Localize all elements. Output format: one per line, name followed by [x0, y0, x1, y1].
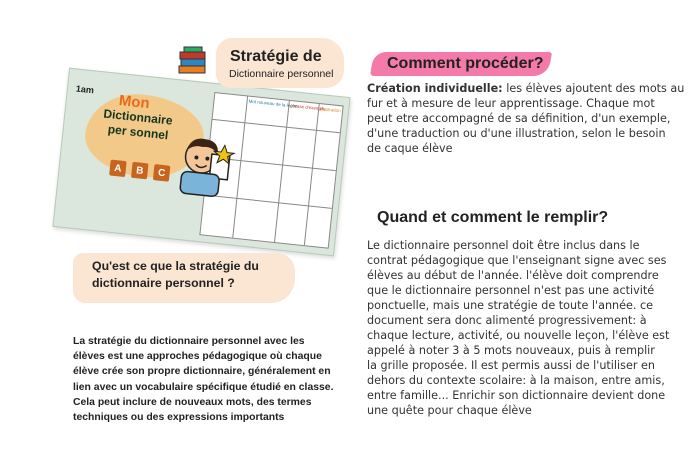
cover-title-personnel: per sonnel — [107, 122, 170, 143]
paragraph-line: document sera donc alimenté progressivement: à — [367, 314, 647, 327]
paragraph-definition — [73, 334, 353, 425]
paragraph-line: lien avec un vocabulaire spécifique étudié en classe. — [73, 381, 334, 393]
paragraph-line: Le dictionnaire personnel doit être inclus dans le — [367, 239, 640, 252]
strategy-title: Stratégie de — [230, 48, 322, 65]
paragraph-comment-proceder — [367, 81, 685, 156]
books-stack-icon — [176, 44, 210, 78]
paragraph-line: ponctuelle, mais une stratégie de toute l'année. ce — [367, 299, 654, 312]
paragraph-line: Cela peut inclure de nouveaux mots, des termes — [73, 396, 312, 408]
paragraph-line: élèves au début de l'année. l'élève doit comprendre — [367, 269, 659, 282]
booklet-cover-image — [52, 68, 350, 257]
paragraph-line: la grille proposée. Il est permis aussi de l'utiliser en — [367, 359, 655, 372]
letter-tile: B — [131, 162, 149, 180]
letter-tile: A — [109, 160, 127, 178]
heading-quand-remplir: Quand et comment le remplir? — [377, 209, 609, 226]
letter-tile: C — [153, 164, 171, 182]
line-rest: les élèves ajoutent des mots au — [502, 82, 685, 95]
paragraph-line: chaque lecture, activité, ou nouvelle leçon, l'élève est — [367, 329, 670, 342]
paragraph-line: de caque élève — [367, 142, 453, 155]
paragraph-line: d'une traduction ou d'une illustration, selon le besoin — [367, 127, 666, 140]
boy-reading-icon — [167, 128, 244, 205]
paragraph-line: dehors du contexte scolaire: à la maison, entre amis, — [367, 374, 665, 387]
paragraph-line: une quête pour chaque élève — [367, 404, 532, 417]
grid-header-illustration: Illustration — [319, 106, 341, 114]
grid-header-phrase: phrase d'exemple — [290, 102, 326, 112]
heading-comment-proceder: Comment procéder? — [387, 55, 544, 72]
bold-lead: Création individuelle: — [367, 82, 503, 95]
cover-title-mon: Mon — [118, 92, 151, 113]
paragraph-line — [367, 81, 685, 96]
cover-title-dictionnaire: Dictionnaire — [102, 106, 174, 128]
paragraph-line: appelé à noter 3 à 5 mots nouveaux, puis à remplir — [367, 344, 655, 357]
paragraph-line: élèves est une approches pédagogique où chaque — [73, 351, 322, 363]
paragraph-line: entre famille... Enrichir son dictionnaire devient done — [367, 389, 666, 402]
heading-line: dictionnaire personnel ? — [92, 276, 235, 290]
grid-header-mot: Mot nouveau de la leçon — [248, 98, 298, 109]
heading-line: Qu'est ce que la stratégie du — [92, 259, 259, 273]
paragraph-line: peut etre accompagné de sa définition, d'un exemple, — [367, 112, 671, 125]
strategy-subtitle: Dictionnaire personnel — [229, 68, 334, 80]
paragraph-line: élève crée son propre dictionnaire, généralement en — [73, 366, 331, 378]
paragraph-line: contrat pédagogique que l'enseignant signe avec ses — [367, 254, 667, 267]
paragraph-line: que le dictionnaire personnel n'est pas une activité — [367, 284, 655, 297]
cover-level: 1am — [75, 83, 95, 96]
paragraph-line: fur et à mesure de leur apprentissage. Chaque mot — [367, 97, 655, 110]
paragraph-line: techniques ou des expressions importants — [73, 411, 285, 423]
paragraph-line: La stratégie du dictionnaire personnel avec les — [73, 336, 305, 347]
paragraph-quand-remplir — [367, 238, 670, 418]
heading-question-strategie — [92, 258, 259, 292]
